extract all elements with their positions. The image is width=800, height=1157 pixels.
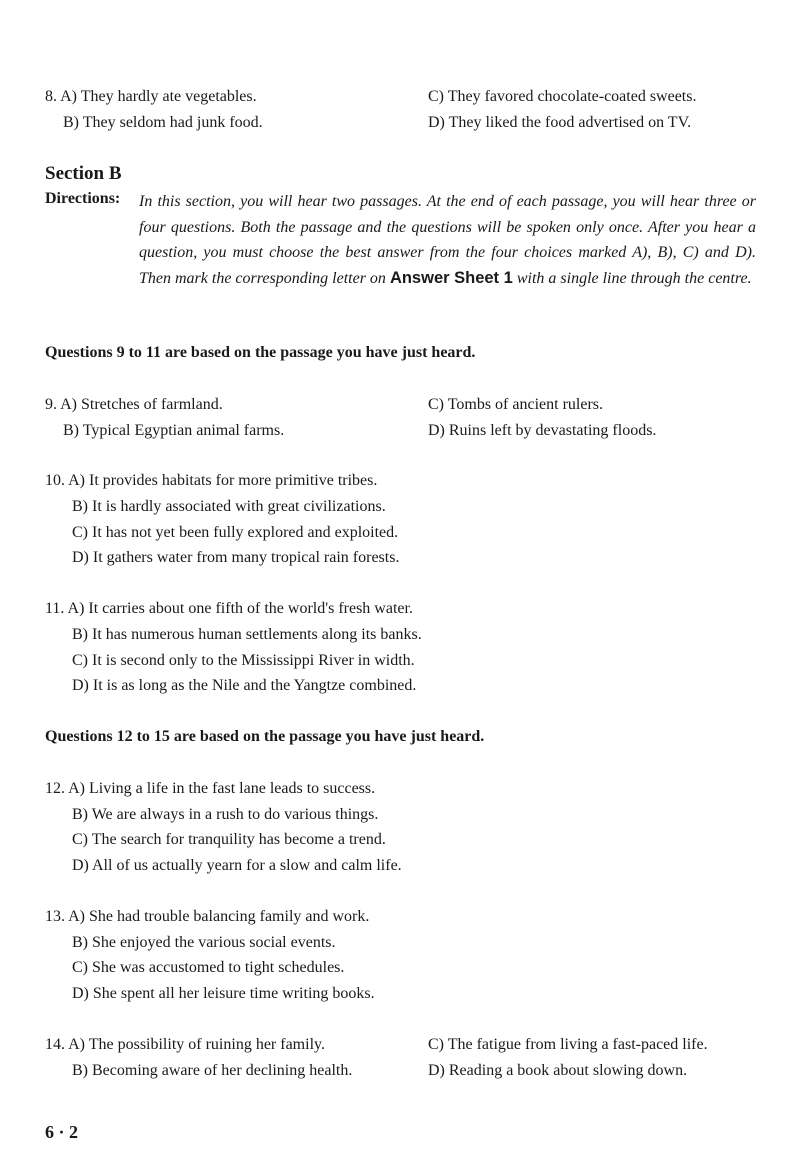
group2-header: Questions 12 to 15 are based on the passage you have just heard. bbox=[45, 728, 485, 745]
directions-text-part-2: with a single line through the centre. bbox=[516, 269, 752, 287]
q11-option-a: 11. A) It carries about one fifth of the world's fresh water. bbox=[45, 600, 413, 617]
q9-option-a: 9. A) Stretches of farmland. bbox=[45, 396, 223, 413]
q8-option-c: C) They favored chocolate-coated sweets. bbox=[428, 88, 697, 105]
q9-option-d: D) Ruins left by devastating floods. bbox=[428, 422, 657, 439]
q10-option-a: 10. A) It provides habitats for more primitive tribes. bbox=[45, 472, 378, 489]
q11-option-d: D) It is as long as the Nile and the Yangtze combined. bbox=[72, 677, 417, 694]
q12-option-c: C) The search for tranquility has become a trend. bbox=[72, 831, 386, 848]
q10-option-c: C) It has not yet been fully explored and exploited. bbox=[72, 524, 399, 541]
q9-option-b: B) Typical Egyptian animal farms. bbox=[63, 422, 285, 439]
q11-option-b: B) It has numerous human settlements along its banks. bbox=[72, 626, 422, 643]
q10-option-d: D) It gathers water from many tropical rain forests. bbox=[72, 549, 400, 566]
q13-option-b: B) She enjoyed the various social events. bbox=[72, 934, 336, 951]
directions-text-part-1: In this section, you will hear two passages. At the end of each passage, you will hear three or four questions. Both the passage and the questions will be spoken only once. After you hear a question, you must choose the best answer from the four choices marked A), B), C) and D). Then mark the corresponding letter on bbox=[139, 193, 756, 287]
q13-option-d: D) She spent all her leisure time writing books. bbox=[72, 985, 375, 1002]
q8-option-d: D) They liked the food advertised on TV. bbox=[428, 114, 692, 131]
q12-option-b: B) We are always in a rush to do various things. bbox=[72, 806, 379, 823]
q14-option-c: C) The fatigue from living a fast-paced life. bbox=[428, 1036, 708, 1053]
q12-option-a: 12. A) Living a life in the fast lane leads to success. bbox=[45, 780, 376, 797]
group1-header: Questions 9 to 11 are based on the passage you have just heard. bbox=[45, 344, 476, 361]
q14-option-b: B) Becoming aware of her declining health. bbox=[72, 1062, 353, 1079]
q13-option-a: 13. A) She had trouble balancing family and work. bbox=[45, 908, 370, 925]
q9-option-c: C) Tombs of ancient rulers. bbox=[428, 396, 603, 413]
q14-option-d: D) Reading a book about slowing down. bbox=[428, 1062, 688, 1079]
directions-text bbox=[139, 189, 756, 291]
q14-option-a: 14. A) The possibility of ruining her family. bbox=[45, 1036, 325, 1053]
q13-option-c: C) She was accustomed to tight schedules. bbox=[72, 959, 345, 976]
q8-option-b: B) They seldom had junk food. bbox=[63, 114, 263, 131]
section-title: Section B bbox=[45, 163, 122, 184]
q10-option-b: B) It is hardly associated with great civilizations. bbox=[72, 498, 386, 515]
directions-label: Directions: bbox=[45, 190, 121, 207]
q12-option-d: D) All of us actually yearn for a slow and calm life. bbox=[72, 857, 402, 874]
answer-sheet-reference: Answer Sheet 1 bbox=[389, 268, 513, 287]
page-number: 6 · 2 bbox=[45, 1122, 79, 1142]
q11-option-c: C) It is second only to the Mississippi River in width. bbox=[72, 652, 415, 669]
q8-option-a: 8. A) They hardly ate vegetables. bbox=[45, 88, 257, 105]
